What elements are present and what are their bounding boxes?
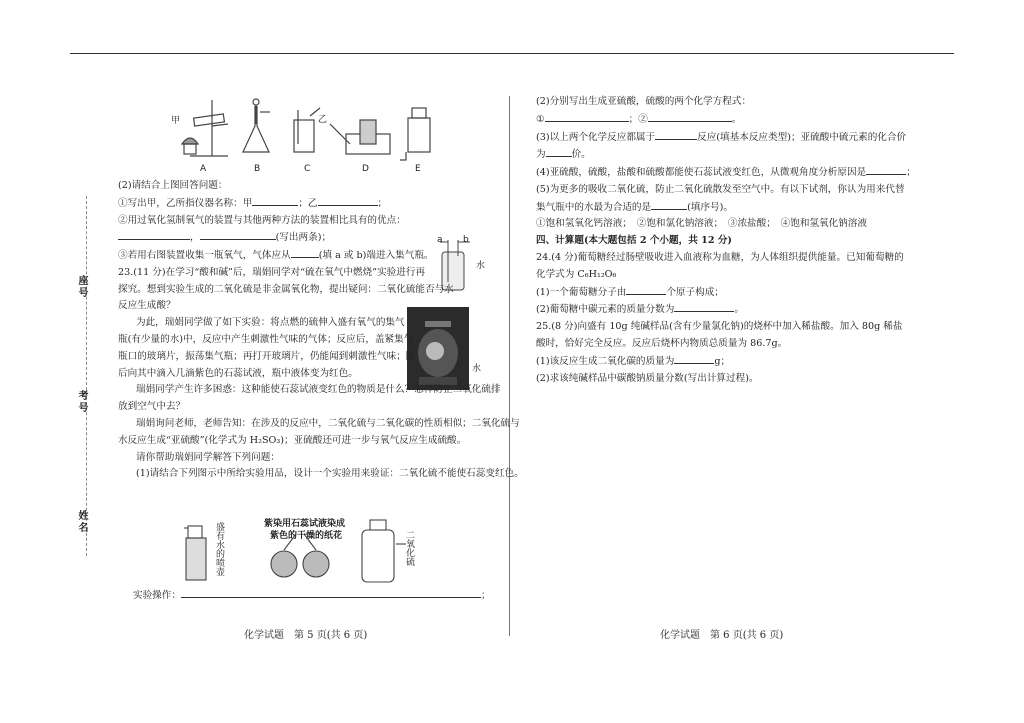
q22-2-3-text: ③若用右图装置收集一瓶氧气，气体应从 [118,250,291,262]
answer-blank-reason[interactable] [866,164,906,175]
q23-p4: 请你帮助瑞娟同学解答下列问题： [136,451,280,463]
q23-p5: (1)请结合下列图示中所给实验用品，设计一个实验用来验证：二氧化硫不能使石蕊变红色。 [136,468,524,480]
answer-blank-equation-1[interactable] [545,111,629,122]
q22-2-1-text: ①写出甲，乙所指仪器名称：甲 [118,197,253,209]
experiment-operation [133,587,491,605]
q23-3b-pre: 为 [536,149,546,161]
flower-label-line-1: 紫染用石蕊试液染成 [264,519,346,529]
gas-inlet-b-label: b [463,235,469,245]
left-column [118,178,524,483]
q23-p2-1: 瑞娟同学产生许多困惑：这种能使石蕊试液变红色的物质是什么？怎样防止二氧化硫排 [136,384,501,396]
q23-3-pre: (3)以上两个化学反应都属于 [536,131,656,143]
q23-p1-3: 瓶口的玻璃片，振荡集气瓶；再打开玻璃片，仍能闻到刺激性气味；随 [118,350,416,362]
q22-2-2: ②用过氧化氢制氧气的装置与其他两种方法的装置相比具有的优点： [118,214,406,226]
q22-2-1-end: ； [377,197,388,209]
q24-4-end: 。 [734,304,744,316]
q23-intro-3: 反应生成酸？ [118,300,176,312]
apparatus-label-e: E [415,164,421,174]
answer-blank-reaction-type[interactable] [655,129,697,140]
answer-blank-yi[interactable] [318,195,378,206]
q23-p1-4: 后向其中滴入几滴紫色的石蕊试液，瓶中液体变为红色。 [118,367,358,379]
q23-3b-end: 价。 [571,149,591,161]
footer-page-5: 化学试题 第 5 页(共 6 页) [244,630,368,641]
q23-intro-1: 23.(11 分)在学习“酸和碱”后，瑞娟同学对“硫在氧气中燃烧”实验进行再 [118,266,426,278]
answer-blank-equation-2[interactable] [648,111,732,122]
gas-bottle-water-label: 水 [476,261,486,271]
q24-3 [536,284,916,302]
q23-intro-2: 探究。想到实验生成的二氧化硫是非金属氧化物，提出疑问：二氧化硫能否与水 [118,283,454,295]
answer-blank-inlet[interactable] [291,247,319,258]
q23-p2-2: 放到空气中去？ [118,401,186,413]
page-top-rule [70,53,954,54]
q25-2: 酸时，恰好完全反应。反应后烧杯内物质总质量为 86.7g。 [536,337,788,349]
q23-5-options: ①饱和氢氧化钙溶液； ②饱和氯化钠溶液； ③浓盐酸； ④饱和氢氧化钠溶液 [536,218,867,230]
q23-5: (5)为更多的吸收二氧化硫，防止二氧化硫散发至空气中。有以下试剂，你认为用来代替 [536,183,905,195]
q22-2-1-mid: ；乙 [298,197,318,209]
q23-2-a: ① [536,113,545,125]
answer-blank-valence[interactable] [546,146,572,157]
q25-3-pre: (1)该反应生成二氧化碳的质量为 [536,355,675,367]
gas-inlet-a-label: a [437,235,443,245]
q23-2-c: 。 [731,113,742,125]
answer-blank-reagent[interactable] [651,199,687,210]
q23-4-text: (4)亚硫酸，硫酸，盐酸和硫酸都能使石蕊试液变红色，从微观角度分析原因是 [536,167,867,179]
apparatus-label-b: B [254,164,261,174]
q22-2-2-answers [118,229,524,247]
q25-1: 25.(8 分)向盛有 10g 纯碱样品(含有少量氯化钠)的烧杯中加入稀盐酸。加入 80g 稀盐 [536,321,903,333]
q23-2: (2)分别写出生成亚硫酸，硫酸的两个化学方程式： [536,96,752,107]
apparatus-figure [170,94,440,164]
q22-2-3-end: (填 a 或 b)端进入集气瓶。 [318,250,434,262]
q22-2-3 [118,247,524,265]
flower-label-line-2: 紫色的干燥的纸花 [270,531,343,541]
q23-5b [536,199,916,217]
answer-blank-operation[interactable] [181,587,481,598]
apparatus-yi-label: 乙 [318,115,328,125]
apparatus-label-a: A [200,164,207,174]
q23-2-b: ；② [628,113,648,125]
q24-4 [536,301,916,319]
spray-bottle-label: 盛有水的喷壶 [214,522,224,576]
q24-1: 24.(4 分)葡萄糖经过肠壁吸收进入血液称为血糖，为人体组织提供能量。已知葡萄糖的 [536,252,904,264]
q24-3-end: 个原子构成； [666,286,724,298]
q23-4 [536,164,916,182]
apparatus-jia-label: 甲 [171,116,181,126]
q24-4-pre: (2)葡萄糖中碳元素的质量分数为 [536,304,675,316]
q23-3 [536,129,916,147]
q23-5b-end: (填序号)。 [687,201,733,213]
q22-2-title: (2)请结合上图回答问题： [118,180,228,191]
apparatus-label-c: C [304,164,311,174]
q25-3-end: g； [714,355,731,367]
q22-2-2-end: (写出两条)； [275,232,332,244]
answer-blank-advantage-2[interactable] [200,229,276,240]
q24-3-pre: (1)一个葡萄糖分子由 [536,286,627,298]
q24-2: 化学式为 C₆H₁₂O₆ [536,268,617,280]
q23-3-mid: 反应(填基本反应类型)；亚硫酸中硫元素的化合价 [697,131,907,143]
q22-2-1 [118,195,524,213]
q23-p1-2: 瓶(有少量的水)中，反应中产生刺激性气味的气体；反应后，盖紧集气 [118,334,414,346]
exam-number-label: 考号 [76,390,87,414]
so2-bottle-label: 二氧化硫 [404,530,414,566]
binding-line [86,196,87,556]
q23-p1-1: 为此，瑞娟同学做了如下实验：将点燃的硫伸入盛有氧气的集气 [136,317,405,329]
right-column [536,94,916,387]
answer-blank-jia[interactable] [252,195,298,206]
answer-blank-mass-fraction[interactable] [674,301,734,312]
seat-label: 座号 [76,275,87,299]
answer-blank-co2-mass[interactable] [674,353,714,364]
answer-blank-atom-count[interactable] [626,284,666,295]
name-label: 姓名 [76,510,87,534]
q23-5b-pre: 集气瓶中的水最为合适的是 [536,201,652,213]
q25-3 [536,353,916,371]
q23-p3-2: 水反应生成“亚硫酸”(化学式为 H₂SO₃)；亚硫酸还可进一步与氧气反应生成硫酸。 [118,434,467,446]
q23-4-end: ； [906,167,916,179]
answer-blank-advantage-1[interactable] [118,229,190,240]
q23-3b [536,146,916,164]
operation-label: 实验操作： [133,590,181,601]
section-4-title: 四、计算题(本大题包括 2 个小题，共 12 分) [536,235,732,247]
q23-2-answers [536,111,916,129]
q23-p3-1: 瑞娟询问老师，老师告知：在涉及的反应中，二氧化硫与二氧化碳的性质相似；二氧化硫与 [136,417,520,429]
footer-page-6: 化学试题 第 6 页(共 6 页) [660,630,784,641]
apparatus-label-d: D [362,164,369,174]
q22-2-2-mid: ， [190,232,200,244]
operation-end: ； [480,590,491,601]
q25-4: (2)求该纯碱样品中碳酸钠质量分数(写出计算过程)。 [536,372,759,384]
photo-water-label: 水 [472,364,482,374]
